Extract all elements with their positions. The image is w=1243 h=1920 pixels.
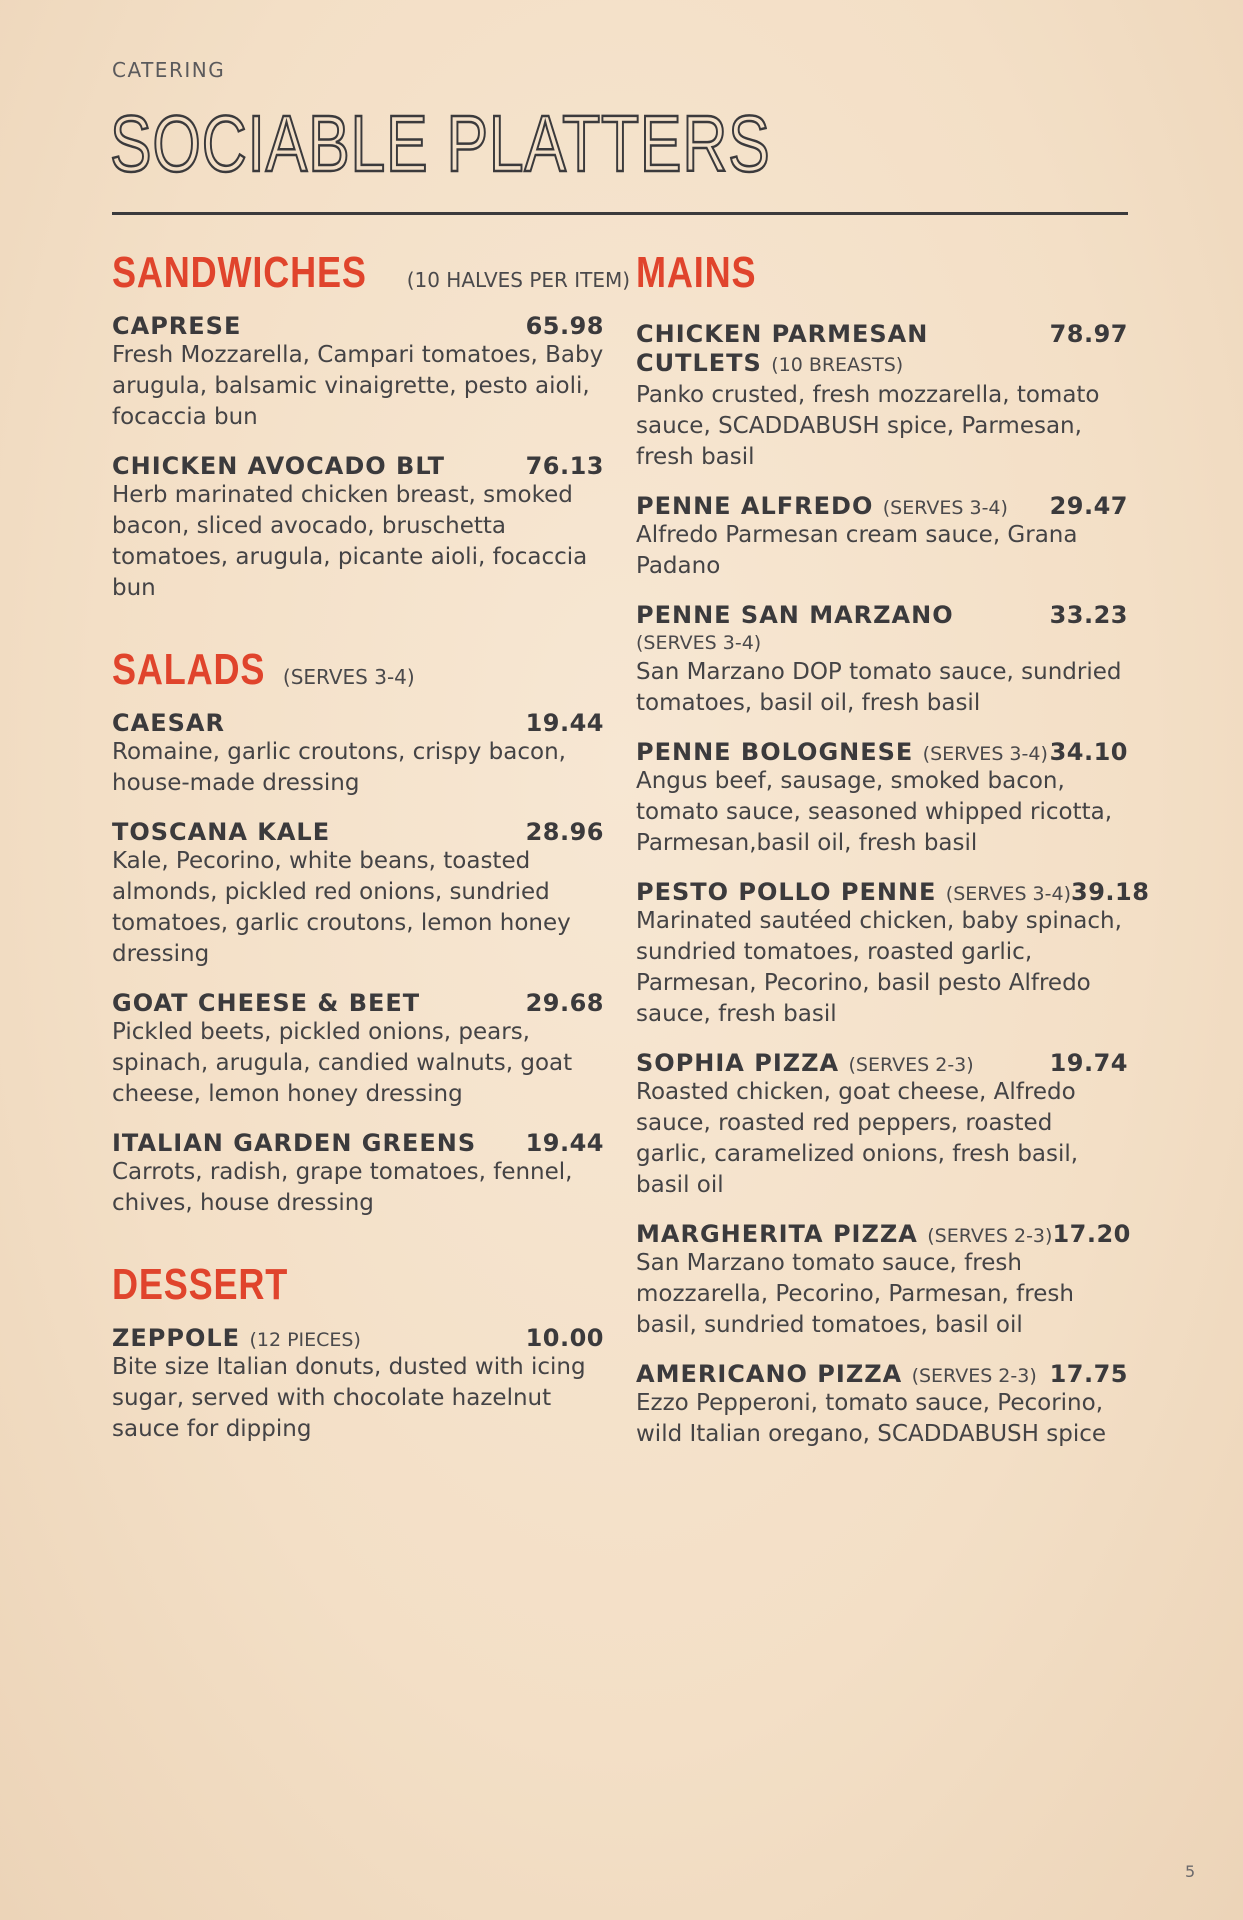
item-note: (SERVES 2-3) (848, 1054, 974, 1076)
menu-item (112, 1324, 604, 1445)
item-note: (SERVES 2-3) (927, 1225, 1053, 1247)
item-name: PENNE SAN MARZANO (636, 601, 954, 629)
menu-item (636, 1220, 1131, 1341)
item-price: 19.44 (525, 1129, 604, 1157)
left-column (112, 248, 631, 1464)
item-description: Panko crusted, fresh mozzarella, tomato sauce, SCADDABUSH spice, Parmesan, fresh basil (636, 382, 1100, 470)
item-name-text: MARGHERITA PIZZA (636, 1220, 918, 1248)
dessert-section (112, 1260, 604, 1445)
item-name: GOAT CHEESE & BEET (112, 989, 421, 1017)
item-header (636, 320, 1128, 348)
item-price: 65.98 (525, 312, 604, 340)
salads-heading (112, 645, 604, 695)
item-name-text: PENNE ALFREDO (636, 492, 874, 520)
item-name-line2: CUTLETS (636, 349, 762, 377)
item-header (636, 738, 1128, 766)
item-price: 28.96 (525, 818, 604, 846)
item-note: (SERVES 3-4) (882, 497, 1008, 519)
item-price: 10.00 (525, 1324, 604, 1352)
menu-item (112, 312, 604, 433)
item-header (112, 709, 604, 737)
item-note: (10 BREASTS) (771, 354, 904, 376)
item-price: 29.47 (1049, 492, 1128, 520)
item-header (636, 1220, 1131, 1248)
item-description: Roasted chicken, goat cheese, Alfredo sauce, roasted red peppers, roasted garlic, caramelized onions, fresh basil, basil oil (636, 1079, 1079, 1198)
menu-item (636, 1049, 1128, 1201)
page-title: SOCIABLE PLATTERS (110, 99, 771, 188)
title-divider (112, 212, 1128, 215)
item-name (636, 1049, 974, 1077)
item-price: 76.13 (525, 452, 604, 480)
menu-item (636, 1360, 1128, 1450)
item-name (636, 1220, 1052, 1248)
item-header (112, 312, 604, 340)
item-description: Kale, Pecorino, white beans, toasted almonds, pickled red onions, sundried tomatoes, garlic croutons, lemon honey dressing (112, 848, 571, 967)
item-name: CAPRESE (112, 312, 242, 340)
sandwiches-heading (112, 248, 631, 298)
item-name: ITALIAN GARDEN GREENS (112, 1129, 477, 1157)
item-name (636, 492, 1008, 520)
section-note: (10 HALVES PER ITEM) (406, 268, 631, 292)
item-description: Pickled beets, pickled onions, pears, spinach, arugula, candied walnuts, goat cheese, lemon honey dressing (112, 1019, 573, 1107)
item-header (112, 818, 604, 846)
item-note: (12 PIECES) (249, 1329, 361, 1351)
item-price: 34.10 (1049, 738, 1128, 766)
item-price: 33.23 (1049, 601, 1128, 629)
menu-item (636, 738, 1128, 859)
item-price: 17.20 (1052, 1220, 1131, 1248)
item-name: CHICKEN PARMESAN (636, 320, 929, 348)
item-name (636, 878, 1071, 906)
item-header (112, 1324, 604, 1352)
menu-item (112, 1129, 604, 1219)
item-description: Marinated sautéed chicken, baby spinach, sundried tomatoes, roasted garlic, Parmesan, Pecorino, basil pesto Alfredo sauce, fresh basil (636, 908, 1122, 1027)
item-name-text: PENNE BOLOGNESE (636, 738, 914, 766)
item-name-text: SOPHIA PIZZA (636, 1049, 840, 1077)
item-name-text: PESTO POLLO PENNE (636, 878, 937, 906)
menu-item (112, 452, 604, 604)
sandwiches-section (112, 248, 631, 604)
item-name (636, 1360, 1037, 1388)
item-price: 39.18 (1071, 878, 1150, 906)
section-title: SANDWICHES (112, 248, 367, 297)
item-name-continued (636, 348, 1128, 380)
item-price: 17.75 (1049, 1360, 1128, 1388)
item-header (636, 1049, 1128, 1077)
item-header (112, 452, 604, 480)
menu-item (636, 601, 1128, 719)
menu-item (636, 320, 1128, 473)
item-name (112, 1324, 361, 1352)
menu-item (112, 709, 604, 799)
item-price: 78.97 (1049, 320, 1128, 348)
item-header (112, 1129, 604, 1157)
section-spacer (112, 623, 604, 645)
item-header (636, 601, 1128, 629)
item-name (636, 738, 1048, 766)
item-name-text: ZEPPOLE (112, 1324, 241, 1352)
item-price: 19.44 (525, 709, 604, 737)
item-price: 19.74 (1049, 1049, 1128, 1077)
item-header (112, 989, 604, 1017)
dessert-heading (112, 1260, 604, 1310)
item-header (636, 492, 1128, 520)
item-description: Alfredo Parmesan cream sauce, Grana Padano (636, 522, 1078, 579)
section-note: (SERVES 3-4) (282, 665, 415, 689)
item-description: Angus beef, sausage, smoked bacon, tomato sauce, seasoned whipped ricotta, Parmesan,basil oil, fresh basil (636, 768, 1113, 856)
mains-heading (636, 248, 1128, 298)
item-name: CAESAR (112, 709, 225, 737)
item-description: Herb marinated chicken breast, smoked bacon, sliced avocado, bruschetta tomatoes, arugula, picante aioli, focaccia bun (112, 482, 588, 601)
section-spacer (112, 1238, 604, 1260)
item-description: Fresh Mozzarella, Campari tomatoes, Baby arugula, balsamic vinaigrette, pesto aioli, focaccia bun (112, 342, 604, 430)
item-name: CHICKEN AVOCADO BLT (112, 452, 446, 480)
menu-item (636, 492, 1128, 582)
section-title: MAINS (636, 248, 757, 297)
item-name: TOSCANA KALE (112, 818, 331, 846)
mains-section (636, 248, 1150, 1450)
item-description: Romaine, garlic croutons, crispy bacon, house-made dressing (112, 739, 566, 796)
menu-item (636, 878, 1150, 1030)
right-column (636, 248, 1150, 1469)
item-description: Carrots, radish, grape tomatoes, fennel, chives, house dressing (112, 1159, 573, 1216)
item-description: Ezzo Pepperoni, tomato sauce, Pecorino, wild Italian oregano, SCADDABUSH spice (636, 1390, 1107, 1447)
item-note: (SERVES 2-3) (911, 1365, 1037, 1387)
item-note: (SERVES 3-4) (636, 632, 762, 654)
item-description: San Marzano tomato sauce, fresh mozzarella, Pecorino, Parmesan, fresh basil, sundried tomatoes, basil oil (636, 1250, 1074, 1338)
section-title: DESSERT (112, 1260, 289, 1309)
item-price: 29.68 (525, 989, 604, 1017)
menu-item (112, 989, 604, 1110)
item-description: San Marzano DOP tomato sauce, sundried tomatoes, basil oil, fresh basil (636, 659, 1122, 716)
salads-section (112, 645, 604, 1219)
item-name-text: AMERICANO PIZZA (636, 1360, 903, 1388)
item-header (636, 878, 1150, 906)
item-header (636, 1360, 1128, 1388)
item-description: Bite size Italian donuts, dusted with icing sugar, served with chocolate hazelnut sauce for dipping (112, 1354, 586, 1442)
menu-item (112, 818, 604, 970)
page-number: 5 (1185, 1862, 1196, 1881)
item-note: (SERVES 3-4) (945, 883, 1071, 905)
section-eyebrow: CATERING (112, 58, 226, 82)
section-title: SALADS (112, 645, 266, 694)
item-note: (SERVES 3-4) (922, 743, 1048, 765)
